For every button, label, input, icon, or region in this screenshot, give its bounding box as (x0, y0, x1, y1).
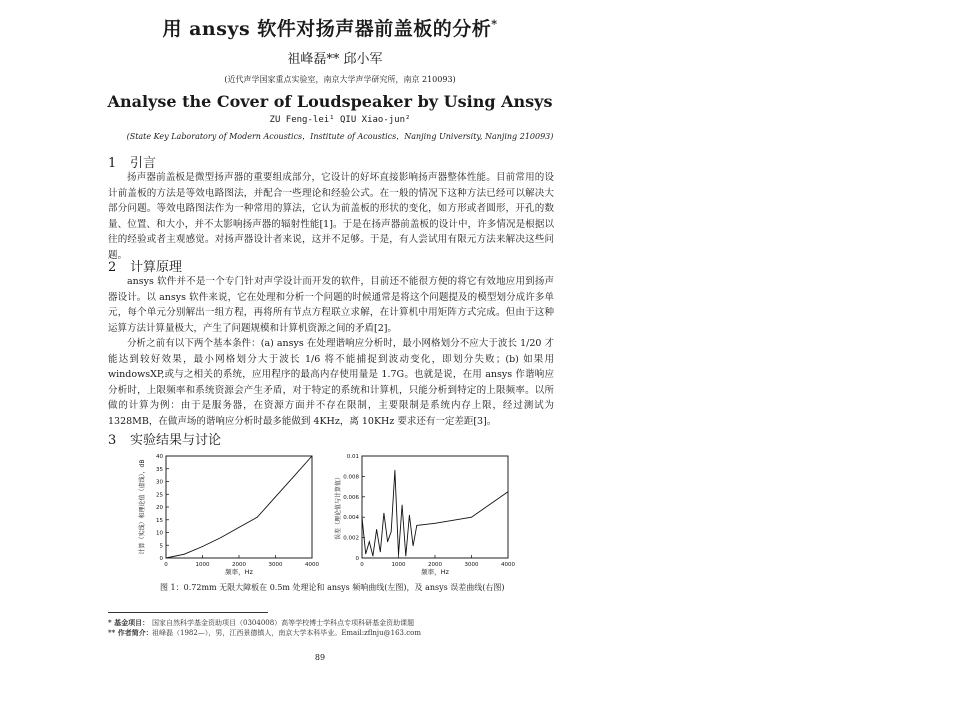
paragraph-principle-2: 分析之前有以下两个基本条件：(a) ansys 在处理谐响应分析时，最小网格划分不应大于波长 1/20 才能达到较好效果，最小网格划分大于波长 1/6 将不能捕捉到波动变化，即划分失败；(b) 如果用 windowsXP,或与之相关的系统，应用程序的最高内存使用量是 1.7G。也就是说，在用 ansys 作谐响应分析时，上限频率和系统资源会产生矛盾，对于特定的系统和计算机，只能分析到特定的上限频率。以所做的计算为例：由于是服务器，在资源方面并不存在限制，主要限制是系统内存上限，经过测试为 1328MB，在做声场的谐响应分析时最多能做到 4KHz，离 10KHz 要求还有一定差距[3]。 (108, 338, 554, 427)
chinese-title (0, 14, 660, 41)
right-x-tick-label: 2000 (428, 562, 442, 568)
left-y-tick-label: 35 (156, 466, 163, 473)
right-y-axis-label: 误差（理论值与计算值） (335, 473, 342, 541)
left-x-tick-label: 3000 (268, 562, 283, 568)
right-y-tick-label: 0.004 (343, 515, 359, 522)
right-data-point (508, 491, 509, 492)
right-data-point (369, 541, 370, 542)
left-plot-frame (166, 456, 312, 558)
right-y-tick-label: 0.002 (343, 535, 359, 542)
section-number: 3 (108, 433, 117, 448)
right-data-point (398, 555, 399, 556)
left-y-tick-label: 40 (156, 454, 163, 460)
left-x-tick-label: 0 (164, 562, 168, 568)
english-title: Analyse the Cover of Loudspeaker by Using Ansys (107, 92, 553, 111)
chinese-affiliation: (近代声学国家重点实验室，南京大学声学研究所，南京 210093) (224, 75, 456, 84)
right-x-axis-label: 频率，Hz (421, 568, 449, 576)
left-x-axis-label: 频率，Hz (225, 568, 253, 576)
right-x-tick-label: 1000 (391, 562, 406, 568)
left-data-point (220, 537, 221, 538)
footnote-text: 祖峰磊（1982—），男，江西景德镇人，南京大学本科毕业。Email:zflnju@163.com (152, 629, 421, 637)
right-data-point (409, 515, 410, 516)
footnote-rule (108, 612, 268, 613)
left-y-tick-label: 20 (156, 505, 163, 511)
right-x-tick-label: 0 (360, 562, 364, 568)
footnote-funding (108, 618, 414, 628)
english-affiliation: (State Key Laboratory of Modern Acoustics，Institute of Acoustics，Nanjing University, Nanjing 210093) (126, 132, 554, 141)
chinese-title-text: 用 ansys 软件对扬声器前盖板的分析 (162, 18, 492, 40)
left-data-point (275, 496, 276, 497)
right-data-point (416, 525, 417, 526)
section-heading-1 (108, 152, 156, 171)
left-data-point (166, 558, 167, 559)
right-data-point (387, 541, 388, 542)
right-data-point (391, 531, 392, 532)
right-data-point (365, 554, 366, 555)
right-y-tick-label: 0.008 (343, 474, 359, 481)
left-data-point (239, 527, 240, 528)
left-y-axis-label: 计算（实线）和理论值（虚线），dB (139, 459, 146, 555)
section-number: 2 (108, 260, 117, 275)
right-y-tick-label: 0.01 (346, 454, 359, 460)
section-title: 实验结果与讨论 (130, 433, 222, 448)
left-series-line (166, 456, 312, 558)
figure-caption: 图 1：0.72mm 无限大障板在 0.5m 处理论和 ansys 频响曲线(左图)，及 ansys 误差曲线(右图) (160, 583, 505, 592)
left-data-point (202, 546, 203, 547)
footnote-text: 国家自然科学基金资助项目（0304008）高等学校博士学科点专项科研基金资助课题 (152, 619, 415, 627)
left-data-point (312, 456, 313, 457)
right-data-point (405, 556, 406, 557)
left-y-tick-label: 25 (156, 492, 163, 499)
section-heading-3 (108, 429, 221, 448)
right-data-point (435, 523, 436, 524)
left-x-tick-label: 1000 (195, 562, 210, 568)
left-x-tick-label: 4000 (305, 562, 319, 568)
left-data-point (293, 476, 294, 477)
section-title: 计算原理 (130, 260, 183, 275)
right-y-tick-label: 0.006 (343, 494, 359, 501)
left-data-point (184, 554, 185, 555)
right-data-point (402, 505, 403, 506)
left-y-tick-label: 0 (159, 556, 163, 562)
page-number: 89 (314, 653, 326, 662)
section-heading-2 (108, 256, 182, 275)
footnote-author (108, 628, 421, 638)
right-x-tick-label: 4000 (501, 562, 515, 568)
left-y-tick-label: 10 (156, 530, 163, 537)
left-y-tick-label: 5 (159, 543, 163, 550)
paragraph-principle-1: ansys 软件并不是一个专门针对声学设计而开发的软件，目前还不能很方便的将它有效地应用到扬声器设计。以 ansys 软件来说，它在处理和分析一个问题的时候通常是将这个问题提及的模型划分成许多单元，每个单元分别解出一组方程，再将所有节点方程联立求解，在计算机中用矩阵方式完成。但由于这种运算方法计算量极大，产生了问题规模和计算机资源之间的矛盾[2]。 (108, 276, 554, 334)
english-authors: ZU Feng-lei¹ QIU Xiao-jun² (269, 115, 411, 125)
right-data-point (395, 470, 396, 471)
paragraph-intro: 扬声器前盖板是微型扬声器的重要组成部分，它设计的好坏直接影响扬声器整体性能。目前常用的设计前盖板的方法是等效电路图法，并配合一些理论和经验公式。在一般的情况下这种方法已经可以解决大部分问题。等效电路图法作为一种常用的算法，它认为前盖板的形状的变化，如方形或者圆形，开孔的数量、位置、和大小，并不太影响扬声器的辐射性能[1]。于是在扬声器前盖板的设计中，许多情况是根据以往的经验或者主观感觉。对扬声器设计者来说，这并不足够。于是，有人尝试用有限元方法来解决这些问题。 (108, 172, 554, 261)
right-data-point (380, 552, 381, 553)
left-y-tick-label: 15 (156, 517, 163, 524)
right-data-point (362, 517, 363, 518)
section-title: 引言 (130, 156, 157, 171)
right-data-point (471, 517, 472, 518)
footnote-label: * 基金项目： (108, 618, 150, 627)
left-x-tick-label: 2000 (232, 562, 246, 568)
title-footnote-mark: * (491, 17, 498, 31)
right-x-tick-label: 3000 (464, 562, 479, 568)
figure-1-plots (128, 450, 528, 580)
right-data-point (373, 556, 374, 557)
right-y-tick-label: 0 (355, 556, 359, 562)
right-data-point (376, 529, 377, 530)
figure-1 (128, 450, 528, 580)
right-data-point (413, 545, 414, 546)
left-data-point (257, 517, 258, 518)
chinese-authors: 祖峰磊** 邱小军 (287, 52, 383, 67)
right-data-point (384, 513, 385, 514)
footnote-label: ** 作者简介： (108, 628, 153, 637)
left-y-tick-label: 30 (156, 479, 163, 486)
section-number: 1 (108, 156, 117, 171)
